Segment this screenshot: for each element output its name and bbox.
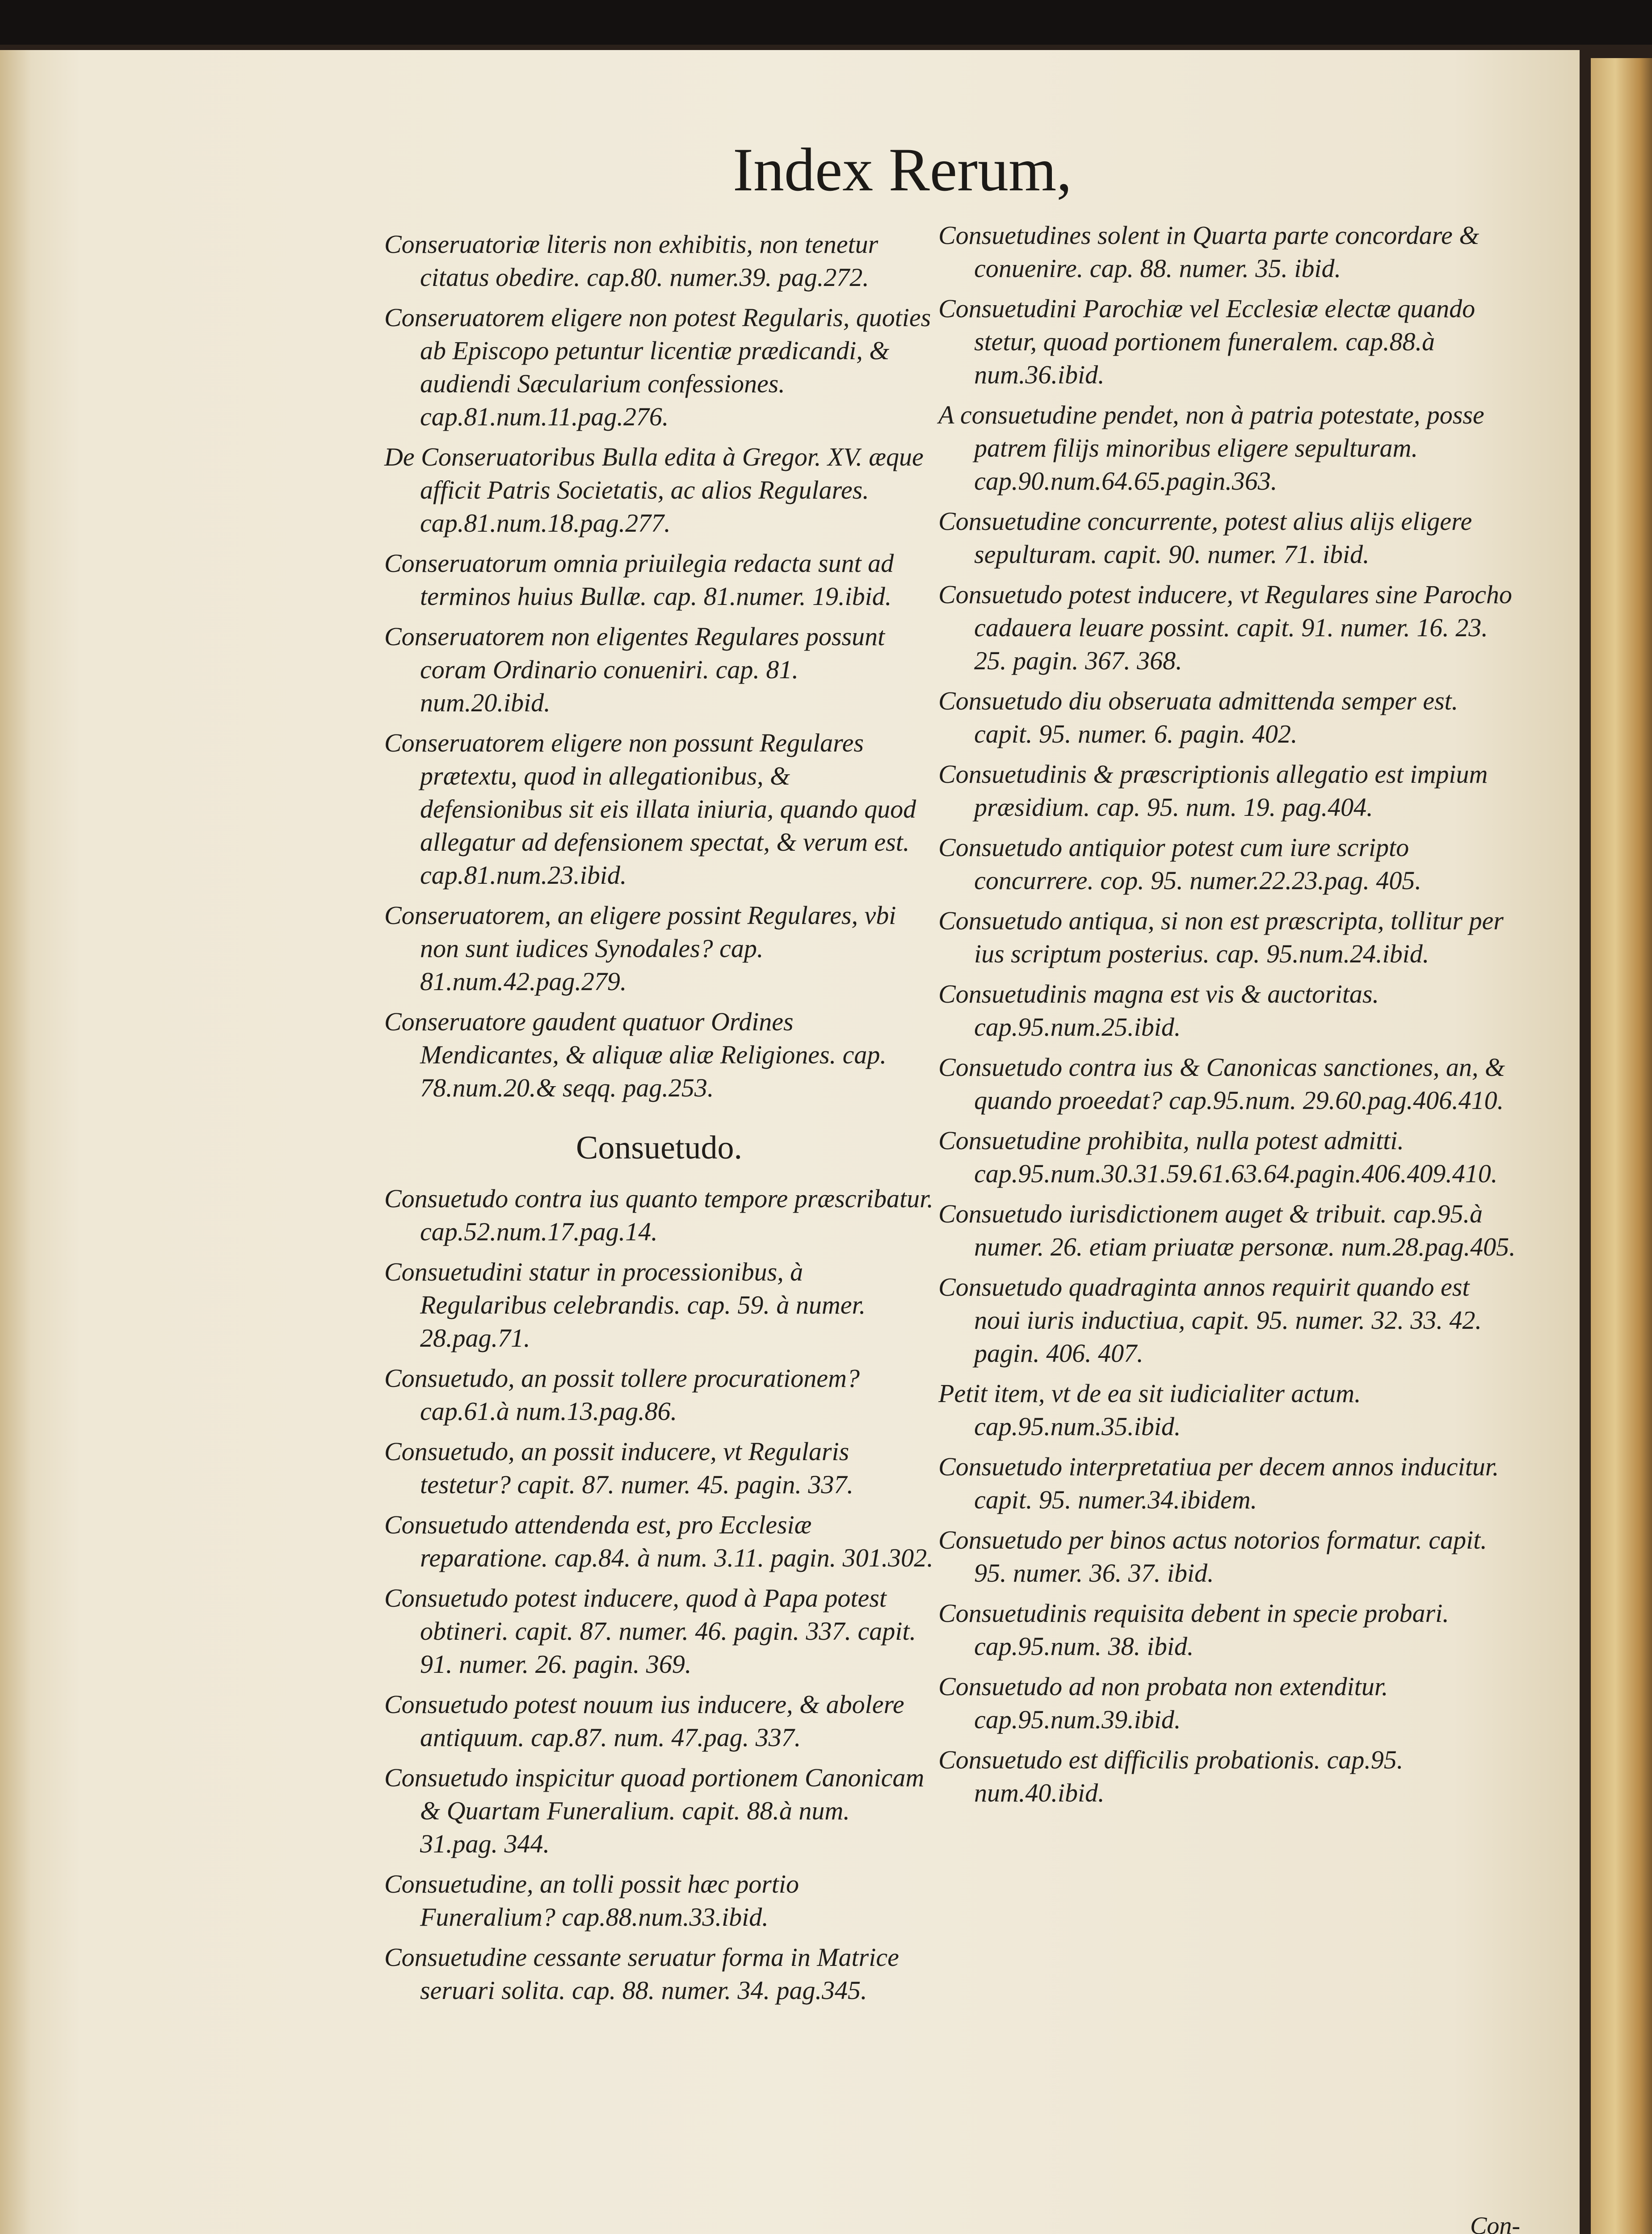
- index-entry: Consuetudo quadraginta annos requirit quando est noui iuris inductiua, capit. 95. numer. 32. 33. 42. pagin. 406. 407.: [938, 1272, 1482, 1368]
- catchword: Con-: [1470, 2212, 1520, 2234]
- index-entry: Consuetudinis magna est vis & auctoritas. cap.95.num.25.ibid.: [938, 979, 1379, 1041]
- index-entry: Conseruatore gaudent quatuor Ordines Mendicantes, & aliquæ aliæ Religiones. cap. 78.num.20.& seqq. pag.253.: [384, 1007, 887, 1102]
- index-entry: Consuetudo contra ius quanto tempore præscribatur. cap.52.num.17.pag.14.: [384, 1184, 933, 1246]
- index-entry: Consuetudine concurrente, potest alius alijs eligere sepulturam. capit. 90. numer. 71. ibid.: [938, 507, 1472, 569]
- index-entry: Consuetudo antiquior potest cum iure scripto concurrere. cop. 95. numer.22.23.pag. 405.: [938, 833, 1421, 895]
- index-entry: A consuetudine pendet, non à patria potestate, posse patrem filijs minoribus eligere sepulturam. cap.90.num.64.65.pagin.363.: [938, 400, 1484, 496]
- index-entry: Consuetudines solent in Quarta parte concordare & conuenire. cap. 88. numer. 35. ibid.: [938, 221, 1480, 283]
- index-entry: Conseruatorem non eligentes Regulares possunt coram Ordinario conueniri. cap. 81. num.20.ibid.: [384, 622, 885, 717]
- index-entry: Consuetudo potest inducere, quod à Papa potest obtineri. capit. 87. numer. 46. pagin. 337. capit. 91. numer. 26. pagin. 369.: [384, 1583, 916, 1679]
- index-entry: Consuetudo contra ius & Canonicas sanctiones, an, & quando proeedat? cap.95.num. 29.60.pag.406.410.: [938, 1053, 1505, 1115]
- index-entry: Consuetudo iurisdictionem auget & tribuit. cap.95.à numer. 26. etiam priuatæ personæ. num.28.pag.405.: [938, 1199, 1516, 1261]
- index-entry: Consuetudo per binos actus notorios formatur. capit. 95. numer. 36. 37. ibid.: [938, 1525, 1487, 1587]
- index-entry: Consuetudo potest inducere, vt Regulares sine Parocho cadauera leuare possint. capit. 91. numer. 16. 23. 25. pagin. 367. 368.: [938, 580, 1512, 675]
- index-entry: Conseruatorem eligere non possunt Regulares prætextu, quod in allegationibus, & defensionibus sit eis illata iniuria, quando quod allegatur ad defensionem spectat, & verum est. cap.81.num.23.ibid.: [384, 728, 916, 890]
- section-heading: Consuetudo.: [576, 1130, 743, 1166]
- index-entry: Consuetudo potest nouum ius inducere, & abolere antiquum. cap.87. num. 47.pag. 337.: [384, 1690, 904, 1752]
- index-entry: Consuetudo est difficilis probationis. cap.95. num.40.ibid.: [938, 1745, 1404, 1807]
- index-entry: Consuetudo, an possit tollere procurationem? cap.61.à num.13.pag.86.: [384, 1364, 860, 1426]
- index-entry: Consuetudinis & præscriptionis allegatio est impium præsidium. cap. 95. num. 19. pag.404.: [938, 760, 1488, 822]
- index-entry: Consuetudo interpretatiua per decem annos inducitur. capit. 95. numer.34.ibidem.: [938, 1452, 1499, 1514]
- index-entry: Consuetudo attendenda est, pro Ecclesiæ reparatione. cap.84. à num. 3.11. pagin. 301.302.: [384, 1510, 933, 1572]
- index-column-left: [384, 228, 934, 2014]
- index-entry: Petit item, vt de ea sit iudicialiter actum. cap.95.num.35.ibid.: [938, 1379, 1361, 1441]
- index-entry: De Conseruatoribus Bulla edita à Gregor. XV. æque afficit Patris Societatis, ac alios Regulares. cap.81.num.18.pag.277.: [384, 442, 924, 538]
- index-entry: Consuetudini statur in processionibus, à Regularibus celebrandis. cap. 59. à numer. 28.pag.71.: [384, 1257, 866, 1352]
- page-fore-edge: [1591, 58, 1652, 2234]
- index-entry: Consuetudo inspicitur quoad portionem Canonicam & Quartam Funeralium. capit. 88.à num. 31.pag. 344.: [384, 1763, 925, 1858]
- index-entry: Conseruatorum omnia priuilegia redacta sunt ad terminos huius Bullæ. cap. 81.numer. 19.ibid.: [384, 549, 894, 611]
- index-entry: Conseruatoriæ literis non exhibitis, non tenetur citatus obedire. cap.80. numer.39. pag.272.: [384, 230, 879, 292]
- index-entry: Consuetudo, an possit inducere, vt Regularis testetur? capit. 87. numer. 45. pagin. 337.: [384, 1437, 853, 1499]
- index-entry: Consuetudo antiqua, si non est præscripta, tollitur per ius scriptum posterius. cap. 95.num.24.ibid.: [938, 906, 1504, 968]
- index-entry: Consuetudine, an tolli possit hæc portio Funeralium? cap.88.num.33.ibid.: [384, 1869, 799, 1932]
- index-entry: Consuetudinis requisita debent in specie probari. cap.95.num. 38. ibid.: [938, 1599, 1449, 1661]
- index-entry: Consuetudine prohibita, nulla potest admitti. cap.95.num.30.31.59.61.63.64.pagin.406.409.410.: [938, 1126, 1498, 1188]
- index-entry: Consuetudine cessante seruatur forma in Matrice seruari solita. cap. 88. numer. 34. pag.345.: [384, 1943, 899, 2005]
- index-column-right: [938, 219, 1519, 1817]
- index-entry: Consuetudo ad non probata non extenditur. cap.95.num.39.ibid.: [938, 1672, 1388, 1734]
- page-title: Index Rerum,: [733, 135, 1072, 204]
- index-entry: Consuetudini Parochiæ vel Ecclesiæ electæ quando stetur, quoad portionem funeralem. cap.88.à num.36.ibid.: [938, 294, 1475, 389]
- index-entry: Consuetudo diu obseruata admittenda semper est. capit. 95. numer. 6. pagin. 402.: [938, 686, 1459, 748]
- index-entry: Conseruatorem, an eligere possint Regulares, vbi non sunt iudices Synodales? cap. 81.num.42.pag.279.: [384, 901, 896, 996]
- index-entry: Conseruatorem eligere non potest Regularis, quoties ab Episcopo petuntur licentiæ prædicandi, & audiendi Sæcularium confessiones. cap.81.num.11.pag.276.: [384, 303, 931, 431]
